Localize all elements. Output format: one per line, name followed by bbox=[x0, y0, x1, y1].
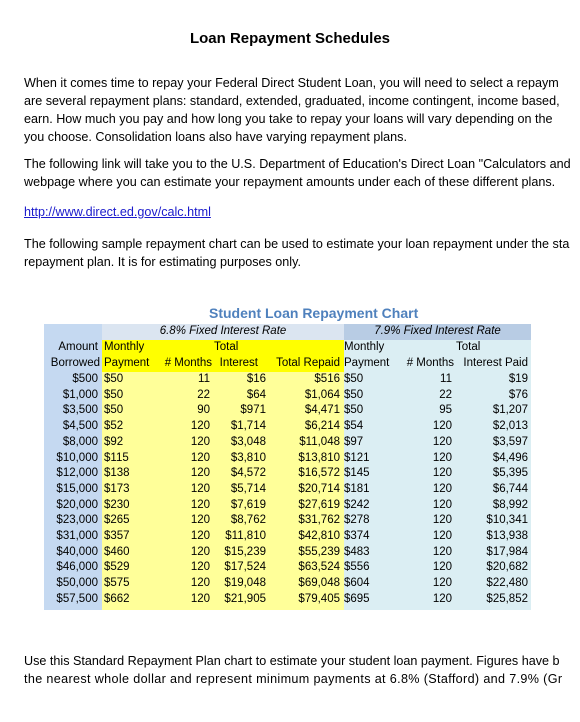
text-line: earn. How much you pay and how long you take to repay your loans will vary depending on the bbox=[24, 112, 553, 126]
monthly-payment-b-cell: $374 bbox=[344, 530, 370, 542]
text-line: webpage where you can estimate your repayment amounts under each of these different plans. bbox=[24, 175, 556, 189]
months-cell: 90 bbox=[197, 404, 210, 417]
monthly-payment-cell: $52 bbox=[104, 420, 124, 433]
monthly-payment-cell: $138 bbox=[104, 467, 130, 480]
total-repaid-cell: $69,048 bbox=[298, 577, 340, 590]
months-b-cell: 120 bbox=[432, 545, 452, 558]
interest-cell: $5,714 bbox=[230, 482, 266, 495]
header-total-repaid: Total Repaid bbox=[276, 357, 340, 369]
months-cell: 120 bbox=[190, 482, 210, 495]
amount-borrowed-cell: $3,500 bbox=[62, 404, 98, 417]
monthly-payment-cell: $50 bbox=[104, 388, 124, 401]
total-repaid-cell: $13,810 bbox=[298, 451, 340, 464]
monthly-payment-cell: $460 bbox=[104, 545, 130, 558]
header-total-b: Total bbox=[456, 341, 481, 353]
monthly-payment-b-cell: $604 bbox=[344, 577, 370, 590]
header-amount: Amount bbox=[58, 341, 98, 353]
header-monthly-b: Monthly bbox=[344, 341, 385, 353]
amount-borrowed-cell: $500 bbox=[72, 373, 98, 385]
monthly-payment-b-cell: $50 bbox=[344, 388, 364, 401]
header-monthly: Monthly bbox=[104, 341, 145, 353]
amount-borrowed-cell: $4,500 bbox=[62, 420, 98, 433]
chart-intro-paragraph bbox=[24, 235, 580, 271]
interest-paid-cell: $25,852 bbox=[486, 592, 528, 605]
header-months: # Months bbox=[164, 357, 212, 369]
total-repaid-cell: $20,714 bbox=[298, 482, 340, 495]
interest-paid-cell: $8,992 bbox=[492, 498, 528, 511]
total-repaid-cell: $11,048 bbox=[299, 435, 340, 448]
header-payment-b: Payment bbox=[344, 357, 390, 369]
text-line: The following link will take you to the U.S. Department of Education's Direct Loan "Calculators and bbox=[24, 157, 571, 171]
closing-paragraph bbox=[24, 652, 580, 688]
months-b-cell: 120 bbox=[432, 561, 452, 574]
months-b-cell: 120 bbox=[432, 530, 452, 542]
amount-borrowed-cell: $10,000 bbox=[56, 451, 98, 464]
chart-title: Student Loan Repayment Chart bbox=[209, 305, 419, 321]
text-line: you choose. Consolidation loans also have varying repayment plans. bbox=[24, 130, 407, 144]
monthly-payment-cell: $230 bbox=[104, 498, 130, 511]
monthly-payment-cell: $50 bbox=[104, 373, 124, 385]
monthly-payment-b-cell: $50 bbox=[344, 373, 364, 385]
interest-paid-cell: $13,938 bbox=[486, 530, 528, 542]
interest-paid-cell: $1,207 bbox=[492, 404, 528, 417]
amount-borrowed-cell: $12,000 bbox=[56, 467, 98, 480]
monthly-payment-cell: $662 bbox=[104, 592, 130, 605]
interest-cell: $64 bbox=[246, 388, 266, 401]
interest-cell: $971 bbox=[240, 404, 266, 417]
link-intro-paragraph bbox=[24, 155, 580, 191]
months-cell: 120 bbox=[190, 435, 210, 448]
interest-cell: $21,905 bbox=[224, 592, 266, 605]
text-line: the nearest whole dollar and represent minimum payments at 6.8% (Stafford) and 7.9% (Gr bbox=[24, 672, 563, 686]
interest-paid-cell: $3,597 bbox=[492, 435, 528, 448]
amount-borrowed-cell: $8,000 bbox=[62, 435, 98, 448]
interest-paid-cell: $10,341 bbox=[486, 514, 528, 527]
interest-paid-cell: $6,744 bbox=[492, 482, 528, 495]
header-payment: Payment bbox=[104, 357, 150, 369]
total-repaid-cell: $6,214 bbox=[304, 420, 340, 433]
monthly-payment-b-cell: $242 bbox=[344, 498, 370, 511]
amount-borrowed-cell: $23,000 bbox=[56, 514, 98, 527]
months-cell: 120 bbox=[190, 592, 210, 605]
interest-paid-cell: $22,480 bbox=[486, 577, 528, 590]
calculator-link[interactable]: http://www.direct.ed.gov/calc.html bbox=[24, 205, 211, 219]
header-months-b: # Months bbox=[406, 357, 454, 369]
monthly-payment-cell: $357 bbox=[104, 530, 130, 542]
repayment-table bbox=[44, 324, 531, 610]
monthly-payment-b-cell: $145 bbox=[344, 467, 370, 480]
interest-cell: $3,048 bbox=[230, 435, 266, 448]
monthly-payment-cell: $50 bbox=[104, 404, 124, 417]
months-b-cell: 22 bbox=[439, 388, 452, 401]
interest-cell: $16 bbox=[246, 373, 266, 385]
amount-borrowed-cell: $20,000 bbox=[56, 498, 98, 511]
interest-cell: $8,762 bbox=[230, 514, 266, 527]
monthly-payment-cell: $173 bbox=[104, 482, 130, 495]
interest-paid-cell: $5,395 bbox=[492, 467, 528, 480]
amount-borrowed-cell: $50,000 bbox=[56, 577, 98, 590]
total-repaid-cell: $1,064 bbox=[304, 388, 340, 401]
total-repaid-cell: $27,619 bbox=[298, 498, 340, 511]
months-cell: 11 bbox=[198, 373, 210, 385]
interest-paid-cell: $19 bbox=[508, 373, 528, 385]
interest-cell: $4,572 bbox=[230, 467, 266, 480]
months-cell: 120 bbox=[190, 561, 210, 574]
months-cell: 120 bbox=[190, 451, 210, 464]
interest-paid-cell: $20,682 bbox=[486, 561, 528, 574]
page-title: Loan Repayment Schedules bbox=[189, 30, 391, 47]
monthly-payment-b-cell: $483 bbox=[344, 545, 370, 558]
months-cell: 22 bbox=[197, 388, 210, 401]
header-total: Total bbox=[214, 341, 239, 353]
text-line: are several repayment plans: standard, extended, graduated, income contingent, income based, bbox=[24, 94, 560, 108]
months-b-cell: 120 bbox=[432, 482, 452, 495]
interest-cell: $19,048 bbox=[224, 577, 266, 590]
months-cell: 120 bbox=[190, 577, 210, 590]
interest-cell: $15,239 bbox=[224, 545, 266, 558]
monthly-payment-cell: $92 bbox=[104, 435, 124, 448]
months-cell: 120 bbox=[190, 530, 210, 542]
monthly-payment-b-cell: $695 bbox=[344, 592, 370, 605]
monthly-payment-b-cell: $121 bbox=[344, 451, 370, 464]
text-line: When it comes time to repay your Federal Direct Student Loan, you will need to select a repaym bbox=[24, 76, 559, 90]
months-cell: 120 bbox=[190, 467, 210, 480]
text-line: The following sample repayment chart can be used to estimate your loan repayment under the sta bbox=[24, 237, 570, 251]
monthly-payment-b-cell: $54 bbox=[344, 420, 364, 433]
interest-paid-cell: $2,013 bbox=[492, 420, 528, 433]
months-b-cell: 120 bbox=[432, 592, 452, 605]
amount-borrowed-cell: $57,500 bbox=[56, 592, 98, 605]
months-cell: 120 bbox=[190, 498, 210, 511]
monthly-payment-b-cell: $278 bbox=[344, 514, 370, 527]
months-b-cell: 120 bbox=[432, 435, 452, 448]
months-b-cell: 120 bbox=[432, 498, 452, 511]
monthly-payment-b-cell: $97 bbox=[344, 435, 364, 448]
total-repaid-cell: $55,239 bbox=[298, 545, 340, 558]
months-b-cell: 120 bbox=[432, 467, 452, 480]
months-b-cell: 120 bbox=[432, 514, 452, 527]
monthly-payment-cell: $575 bbox=[104, 577, 130, 590]
total-repaid-cell: $516 bbox=[314, 373, 340, 385]
months-cell: 120 bbox=[190, 420, 210, 433]
monthly-payment-b-cell: $556 bbox=[344, 561, 370, 574]
interest-paid-cell: $17,984 bbox=[486, 545, 528, 558]
amount-borrowed-cell: $1,000 bbox=[62, 388, 98, 401]
months-b-cell: 120 bbox=[432, 420, 452, 433]
link-paragraph bbox=[24, 203, 580, 221]
header-interest: Interest bbox=[219, 357, 258, 369]
interest-cell: $11,810 bbox=[225, 530, 266, 542]
header-borrowed: Borrowed bbox=[50, 357, 100, 369]
interest-cell: $7,619 bbox=[230, 498, 266, 511]
interest-cell: $1,714 bbox=[230, 420, 266, 433]
monthly-payment-cell: $115 bbox=[104, 451, 129, 464]
months-cell: 120 bbox=[190, 514, 210, 527]
total-repaid-cell: $4,471 bbox=[304, 404, 340, 417]
header-interest-paid: Interest Paid bbox=[463, 357, 528, 369]
months-b-cell: 95 bbox=[439, 404, 452, 417]
total-repaid-cell: $42,810 bbox=[298, 530, 340, 542]
monthly-payment-b-cell: $181 bbox=[344, 482, 370, 495]
months-cell: 120 bbox=[190, 545, 210, 558]
total-repaid-cell: $16,572 bbox=[298, 467, 340, 480]
monthly-payment-cell: $529 bbox=[104, 561, 130, 574]
text-line: Use this Standard Repayment Plan chart to estimate your student loan payment. Figures have b bbox=[24, 654, 560, 668]
group-header-7-9: 7.9% Fixed Interest Rate bbox=[374, 325, 501, 337]
months-b-cell: 11 bbox=[440, 373, 452, 385]
months-b-cell: 120 bbox=[432, 577, 452, 590]
total-repaid-cell: $79,405 bbox=[298, 592, 340, 605]
interest-paid-cell: $76 bbox=[508, 388, 528, 401]
months-b-cell: 120 bbox=[432, 451, 452, 464]
interest-cell: $17,524 bbox=[224, 561, 266, 574]
total-repaid-cell: $31,762 bbox=[298, 514, 340, 527]
text-line: repayment plan. It is for estimating purposes only. bbox=[24, 255, 301, 269]
monthly-payment-cell: $265 bbox=[104, 514, 130, 527]
amount-borrowed-cell: $31,000 bbox=[56, 530, 98, 542]
amount-borrowed-cell: $15,000 bbox=[56, 482, 98, 495]
monthly-payment-b-cell: $50 bbox=[344, 404, 364, 417]
total-repaid-cell: $63,524 bbox=[298, 561, 340, 574]
amount-borrowed-cell: $40,000 bbox=[56, 545, 98, 558]
interest-cell: $3,810 bbox=[230, 451, 266, 464]
interest-paid-cell: $4,496 bbox=[492, 451, 528, 464]
intro-paragraph bbox=[24, 74, 580, 146]
amount-borrowed-cell: $46,000 bbox=[56, 561, 98, 574]
group-header-6-8: 6.8% Fixed Interest Rate bbox=[159, 325, 287, 337]
